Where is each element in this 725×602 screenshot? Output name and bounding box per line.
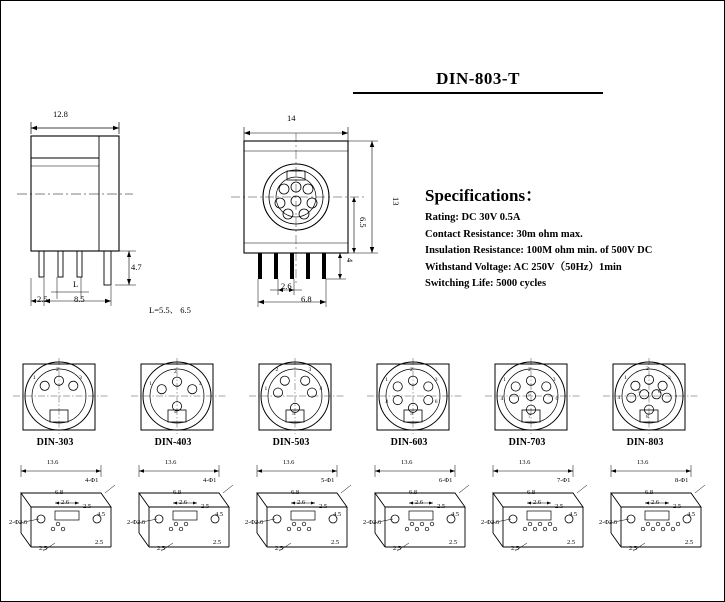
front-view-width-dim: 14: [287, 113, 296, 123]
variant-fp-height-dim: 2.6: [415, 499, 424, 506]
variant-fp-hole2-dim: 5-Φ1: [321, 477, 335, 484]
spec-item-insulation-resistance: Insulation Resistance: 100M ohm min. of 500V DC: [425, 245, 653, 256]
variant-pin-number: 5: [528, 392, 531, 398]
variant-face-din-603: [363, 356, 467, 438]
variant-fp-hole-dim: 2-Φ2.6: [481, 519, 500, 526]
variant-label-din-603: DIN-603: [390, 437, 428, 448]
variant-fp-v1-dim: 2.5: [319, 503, 328, 510]
variant-fp-v2-dim: 4.5: [569, 511, 578, 518]
variant-pin-number: 6: [434, 398, 438, 405]
side-view-drawing: [11, 106, 221, 321]
variant-fp-top-dim: 13.6: [165, 459, 177, 466]
front-view-height-dim: 13: [391, 197, 401, 206]
specifications-heading: Specifications：: [425, 186, 543, 205]
variant-fp-v3-dim: 2.5: [511, 545, 520, 552]
specifications-list: [425, 210, 715, 293]
variant-face-din-303: [9, 356, 113, 438]
spec-item-switching-life: Switching Life: 5000 cycles: [425, 278, 547, 289]
variant-fp-v3-dim: 2.5: [157, 545, 166, 552]
variant-pin-number: 1: [385, 376, 388, 383]
variant-label-din-503: DIN-503: [272, 437, 310, 448]
variant-fp-height-dim: 2.6: [61, 499, 70, 506]
variant-pin-number: 3: [552, 376, 556, 383]
variant-pin-number: 2: [646, 365, 649, 372]
variant-fp-height-dim: 2.6: [179, 499, 188, 506]
variant-fp-v3-dim: 2.5: [39, 545, 48, 552]
variant-fp-width-dim: 6.8: [55, 489, 64, 496]
variant-fp-v1-dim: 2.5: [201, 503, 210, 510]
page-title: DIN-803-T: [353, 69, 603, 94]
variant-pin-number: 1: [149, 380, 152, 387]
variant-fp-v4-dim: 2.5: [213, 539, 222, 546]
variant-pin-number: 1: [503, 376, 506, 383]
variant-pin-number: 1: [623, 375, 627, 382]
variant-label-din-703: DIN-703: [508, 437, 546, 448]
variant-fp-hole2-dim: 4-Φ1: [85, 477, 99, 484]
variant-pin-number: 7: [674, 394, 678, 401]
variant-pin-number: 2: [56, 367, 59, 374]
variant-fp-height-dim: 2.6: [651, 499, 660, 506]
variant-pin-number: 3: [434, 376, 438, 383]
spec-item-rating: Rating: DC 30V 0.5A: [425, 212, 521, 223]
side-view-bottom-left-dim: 2.5: [37, 294, 48, 304]
variant-pin-number: 5: [410, 411, 413, 418]
side-view-l-note: L=5.5、 6.5: [149, 305, 191, 315]
variant-fp-top-dim: 13.6: [401, 459, 413, 466]
front-view-right-dim: 6.5: [358, 217, 368, 228]
variant-pin-number: 2: [275, 367, 279, 374]
variant-pin-number: 2: [528, 367, 531, 374]
variant-pin-number: 4: [319, 386, 323, 393]
variant-fp-width-dim: 6.8: [645, 489, 654, 496]
variant-fp-hole-dim: 2-Φ2.6: [599, 519, 618, 526]
variant-fp-width-dim: 6.8: [291, 489, 300, 496]
variant-fp-top-dim: 13.6: [47, 459, 59, 466]
variant-pin-number: 6: [658, 389, 661, 396]
variant-fp-width-dim: 6.8: [527, 489, 536, 496]
side-view-l-label: L: [73, 279, 79, 289]
variant-fp-v3-dim: 2.5: [275, 545, 284, 552]
variant-pin-number: 6: [555, 396, 559, 403]
variant-fp-width-dim: 6.8: [409, 489, 418, 496]
variant-pin-number: 3: [308, 367, 312, 374]
spec-item-withstand-voltage: Withstand Voltage: AC 250V（50Hz）1min: [425, 261, 622, 273]
variant-fp-v3-dim: 2.5: [629, 545, 638, 552]
variant-pin-number: 2: [174, 368, 177, 375]
side-view-width-dim: 12.8: [53, 109, 68, 119]
variant-fp-v4-dim: 2.5: [449, 539, 458, 546]
variant-fp-top-dim: 13.6: [283, 459, 295, 466]
variant-fp-top-dim: 13.6: [637, 459, 649, 466]
variant-pin-number: 2: [410, 367, 413, 374]
variant-pin-number: 4: [385, 398, 388, 405]
variant-label-din-303: DIN-303: [36, 437, 74, 448]
variant-pin-number: 4: [500, 396, 504, 403]
variant-fp-hole-dim: 2-Φ2.6: [9, 519, 28, 526]
variant-fp-hole-dim: 2-Φ2.6: [127, 519, 146, 526]
variant-fp-width-dim: 6.8: [173, 489, 182, 496]
variant-face-din-503: [245, 356, 349, 438]
variant-pin-number: 4: [617, 394, 621, 401]
variant-fp-v2-dim: 4.5: [687, 511, 696, 518]
variant-face-row: [1, 356, 725, 441]
variant-fp-v2-dim: 4.5: [451, 511, 460, 518]
variant-fp-v1-dim: 2.5: [673, 503, 682, 510]
front-view-right-dim2: 4: [345, 258, 355, 263]
variant-label-din-403: DIN-403: [154, 437, 192, 448]
variant-pin-number: 1: [32, 375, 36, 382]
variant-pin-number: 7: [528, 414, 531, 421]
variant-fp-top-dim: 13.6: [519, 459, 531, 466]
variant-fp-v4-dim: 2.5: [685, 539, 694, 546]
variant-label-din-803: DIN-803: [626, 437, 664, 448]
variant-pin-number: 8: [646, 414, 649, 421]
variant-fp-hole2-dim: 4-Φ1: [203, 477, 217, 484]
variant-face-din-703: [481, 356, 585, 438]
variant-fp-v2-dim: 4.5: [215, 511, 224, 518]
front-view-bottom-dim: 6.8: [301, 294, 312, 304]
variant-pin-number: 4: [174, 408, 177, 415]
variant-fp-height-dim: 2.6: [297, 499, 306, 506]
variant-fp-hole-dim: 2-Φ2.6: [245, 519, 264, 526]
variant-pin-number: 5: [638, 389, 642, 396]
variant-fp-v4-dim: 2.5: [95, 539, 104, 546]
spec-item-contact-resistance: Contact Resistance: 30m ohm max.: [425, 228, 583, 240]
variant-pin-number: 3: [79, 375, 82, 382]
variant-fp-v1-dim: 2.5: [83, 503, 92, 510]
variant-footprint-row: [1, 459, 725, 569]
variant-pin-number: 1: [264, 386, 268, 393]
variant-fp-hole2-dim: 6-Φ1: [439, 477, 453, 484]
variant-face-din-403: [127, 356, 231, 438]
variant-fp-v1-dim: 2.5: [437, 503, 446, 510]
variant-pin-number: 3: [198, 380, 202, 387]
side-view-bottom-dim: 8.5: [74, 294, 85, 304]
variant-label-row: [1, 437, 725, 453]
front-view-pin-dim: 2.6: [281, 281, 292, 291]
variant-fp-hole2-dim: 7-Φ1: [557, 477, 571, 484]
variant-fp-v1-dim: 2.5: [555, 503, 564, 510]
variant-fp-v2-dim: 4.5: [333, 511, 342, 518]
variant-face-din-803: [599, 356, 703, 438]
front-view-drawing: [226, 111, 416, 311]
variant-fp-v3-dim: 2.5: [393, 545, 402, 552]
variant-pin-number: 5: [292, 411, 295, 418]
variant-fp-v4-dim: 2.5: [567, 539, 576, 546]
variant-fp-hole-dim: 2-Φ2.6: [363, 519, 382, 526]
variant-fp-v4-dim: 2.5: [331, 539, 340, 546]
variant-fp-hole2-dim: 8-Φ1: [675, 477, 689, 484]
variant-fp-height-dim: 2.6: [533, 499, 542, 506]
variant-pin-number: 3: [668, 375, 671, 382]
side-view-pin-dim: 4.7: [131, 262, 142, 272]
variant-fp-v2-dim: 4.5: [97, 511, 106, 518]
